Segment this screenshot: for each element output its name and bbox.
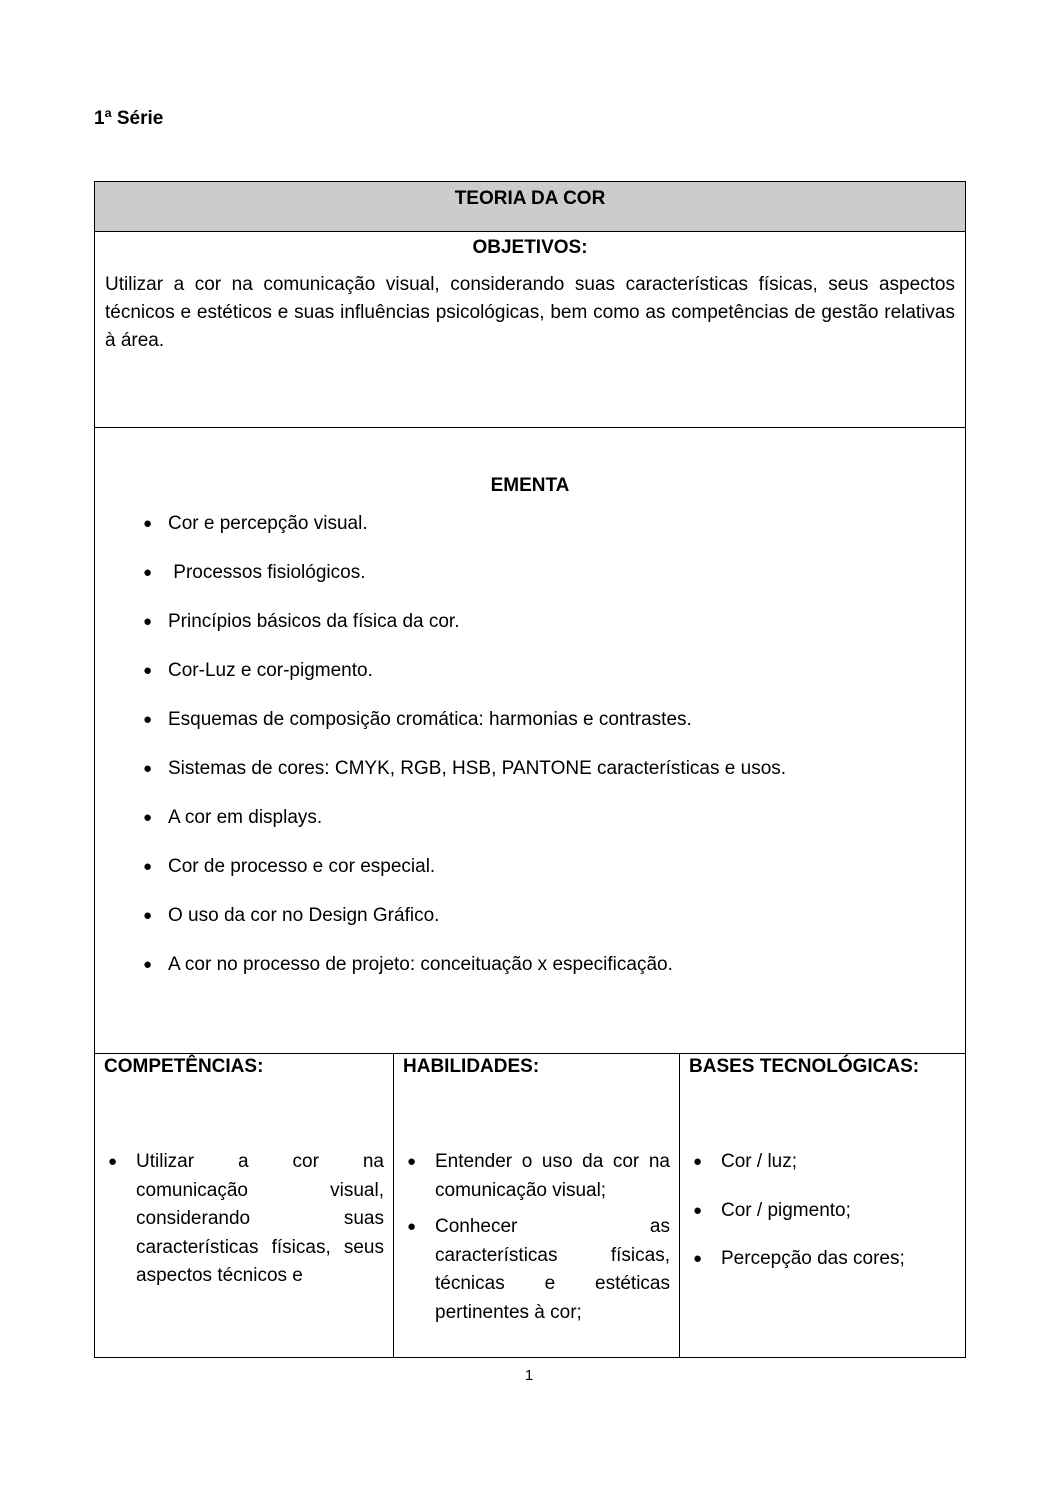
list-item: ● Entender o uso da cor na comunicação visual; xyxy=(403,1148,670,1205)
bullet-icon: ● xyxy=(143,711,153,728)
list-item: ● O uso da cor no Design Gráfico. xyxy=(143,905,440,926)
ementa-list xyxy=(105,512,955,1002)
bases-heading: BASES TECNOLÓGICAS: xyxy=(689,1056,920,1077)
competencias-section xyxy=(95,1054,394,1358)
competencias-list xyxy=(104,1148,384,1291)
list-item: ● Conhecer as características físicas, técnicas e estéticas pertinentes à cor; xyxy=(403,1213,670,1327)
habilidades-list xyxy=(403,1148,670,1327)
list-item: ● Princípios básicos da física da cor. xyxy=(143,611,460,632)
page-number: 1 xyxy=(524,1367,534,1384)
objetivos-section xyxy=(95,232,966,428)
competencias-heading: COMPETÊNCIAS: xyxy=(104,1056,264,1077)
bullet-icon: ● xyxy=(108,1153,118,1170)
list-item: ● Cor / luz; xyxy=(689,1148,956,1177)
habilidades-heading: HABILIDADES: xyxy=(403,1056,540,1077)
list-item: ● A cor no processo de projeto: conceituação x especificação. xyxy=(143,954,673,975)
bullet-icon: ● xyxy=(143,809,153,826)
bullet-icon: ● xyxy=(693,1201,703,1219)
list-item: ● Utilizar a cor na comunicação visual, considerando suas características físicas, seus aspectos técnicos e xyxy=(104,1148,384,1291)
list-item: ● Cor de processo e cor especial. xyxy=(143,856,436,877)
bullet-icon: ● xyxy=(143,515,153,532)
bullet-icon: ● xyxy=(143,613,153,630)
objetivos-text: Utilizar a cor na comunicação visual, considerando suas características físicas, seus aspectos técnicos e estéticos e suas influências psicológicas, bem como as competências de gestão relativas à área. xyxy=(105,274,955,351)
list-item: ● Cor e percepção visual. xyxy=(143,513,368,534)
bullet-icon: ● xyxy=(407,1153,417,1170)
bullet-icon: ● xyxy=(407,1218,417,1235)
columns-row xyxy=(95,1054,966,1358)
bullet-icon: ● xyxy=(143,907,153,924)
objetivos-heading: OBJETIVOS: xyxy=(472,237,588,258)
ementa-section xyxy=(95,428,966,1054)
bullet-icon: ● xyxy=(143,858,153,875)
grade-heading: 1ª Série xyxy=(94,108,164,129)
list-item: ● Sistemas de cores: CMYK, RGB, HSB, PANTONE características e usos. xyxy=(143,758,787,779)
list-item: ● Percepção das cores; xyxy=(689,1245,956,1274)
list-item: ● Esquemas de composição cromática: harmonias e contrastes. xyxy=(143,709,692,730)
course-table xyxy=(94,181,966,1358)
list-item: ● Processos fisiológicos. xyxy=(143,562,366,583)
list-item: ● Cor / pigmento; xyxy=(689,1197,956,1226)
bullet-icon: ● xyxy=(693,1153,703,1170)
list-item: ● Cor-Luz e cor-pigmento. xyxy=(143,660,373,681)
bullet-icon: ● xyxy=(693,1250,703,1267)
bullet-icon: ● xyxy=(143,760,153,777)
habilidades-section xyxy=(394,1054,680,1358)
bullet-icon: ● xyxy=(143,956,153,973)
ementa-row xyxy=(95,428,966,1054)
objetivos-row xyxy=(95,232,966,428)
bullet-icon: ● xyxy=(143,564,153,581)
bullet-icon: ● xyxy=(143,662,153,679)
list-item: ● A cor em displays. xyxy=(143,807,323,828)
bases-section xyxy=(680,1054,966,1358)
course-title: TEORIA DA COR xyxy=(95,182,966,232)
bases-list xyxy=(689,1148,956,1274)
title-row xyxy=(95,182,966,232)
ementa-heading: EMENTA xyxy=(490,475,570,496)
